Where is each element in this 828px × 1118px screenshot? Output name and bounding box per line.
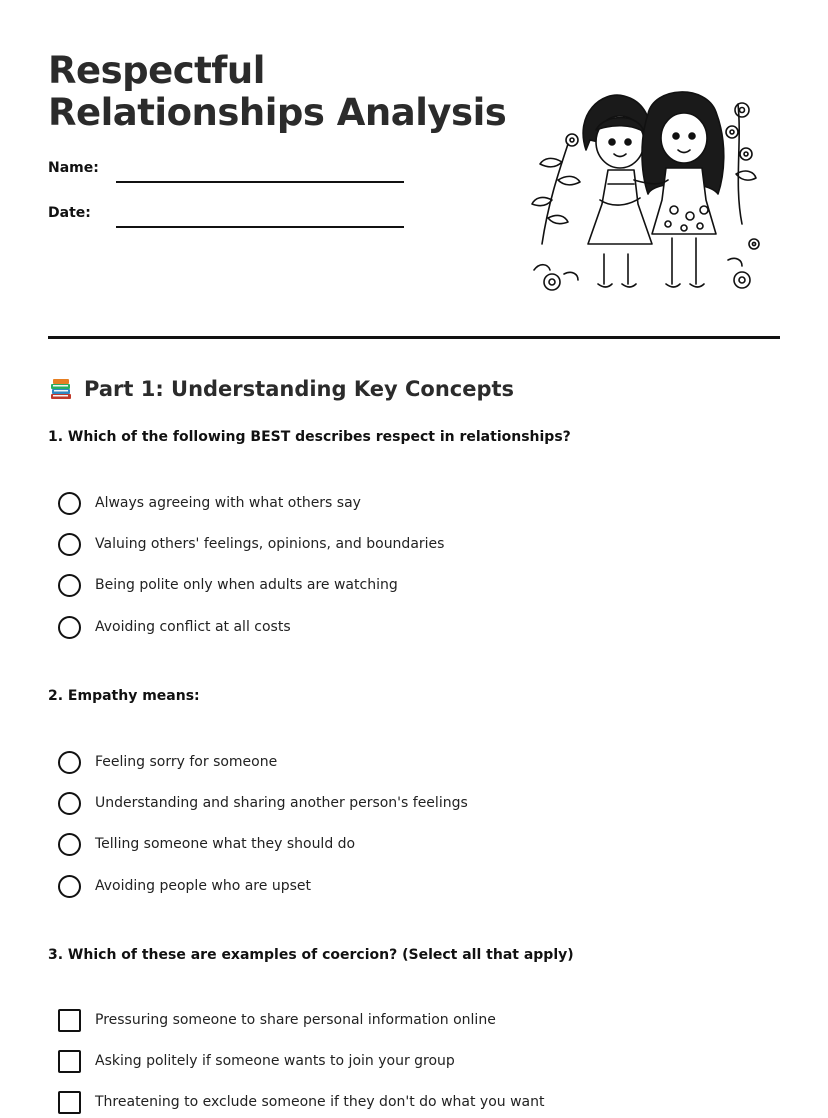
name-label: Name: <box>48 160 99 176</box>
question-3-option[interactable] <box>58 1089 544 1115</box>
question-3: 3. Which of these are examples of coercion? (Select all that apply) <box>48 947 574 963</box>
option-label: Avoiding conflict at all costs <box>95 619 291 635</box>
option-label: Pressuring someone to share personal information online <box>95 1012 496 1028</box>
checkbox[interactable] <box>58 1050 81 1073</box>
checkbox[interactable] <box>58 1009 81 1032</box>
option-label: Asking politely if someone wants to join your group <box>95 1053 455 1069</box>
question-2: 2. Empathy means: <box>48 688 200 704</box>
two-girls-illustration <box>528 84 764 304</box>
option-label: Threatening to exclude someone if they don't do what you want <box>95 1094 545 1110</box>
question-1-option[interactable] <box>58 531 444 557</box>
date-input-line[interactable] <box>116 226 404 228</box>
option-label: Always agreeing with what others say <box>95 495 361 511</box>
name-field <box>48 160 408 190</box>
question-2-option[interactable] <box>58 749 277 775</box>
radio-button[interactable] <box>58 574 81 597</box>
page-title: Respectful Relationships Analysis <box>48 49 507 134</box>
question-1-option[interactable] <box>58 614 291 640</box>
option-label: Being polite only when adults are watching <box>95 577 398 593</box>
question-2-option[interactable] <box>58 873 311 899</box>
date-field <box>48 205 408 235</box>
radio-button[interactable] <box>58 616 81 639</box>
radio-button[interactable] <box>58 833 81 856</box>
radio-button[interactable] <box>58 751 81 774</box>
option-label: Understanding and sharing another person's feelings <box>95 795 468 811</box>
question-1-option[interactable] <box>58 572 398 598</box>
section-title-text: Part 1: Understanding Key Concepts <box>84 377 515 401</box>
option-label: Feeling sorry for someone <box>95 754 278 770</box>
question-2-option[interactable] <box>58 831 355 857</box>
question-2-option[interactable] <box>58 790 468 816</box>
question-1-option[interactable] <box>58 490 361 516</box>
question-3-option[interactable] <box>58 1048 455 1074</box>
radio-button[interactable] <box>58 533 81 556</box>
name-input-line[interactable] <box>116 181 404 183</box>
header-divider <box>48 336 780 339</box>
radio-button[interactable] <box>58 492 81 515</box>
checkbox[interactable] <box>58 1091 81 1114</box>
option-label: Avoiding people who are upset <box>95 878 311 894</box>
section-title <box>48 374 514 404</box>
date-label: Date: <box>48 205 91 221</box>
books-icon <box>48 376 74 402</box>
radio-button[interactable] <box>58 875 81 898</box>
question-3-option[interactable] <box>58 1007 496 1033</box>
option-label: Valuing others' feelings, opinions, and boundaries <box>95 536 445 552</box>
radio-button[interactable] <box>58 792 81 815</box>
option-label: Telling someone what they should do <box>95 836 356 852</box>
question-1: 1. Which of the following BEST describes respect in relationships? <box>48 429 571 445</box>
